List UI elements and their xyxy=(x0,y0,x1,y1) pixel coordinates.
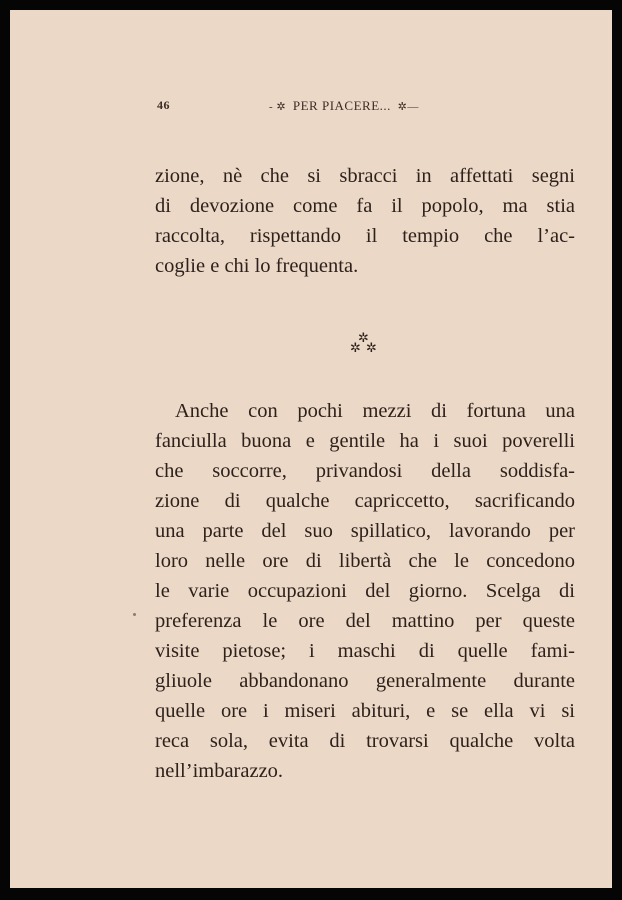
running-header xyxy=(10,98,612,118)
header-ornament-left: - ✲ xyxy=(269,101,287,113)
page-number: 46 xyxy=(157,98,170,112)
section-asterism xyxy=(344,330,384,360)
text-line: Anche con pochi mezzi di fortuna una xyxy=(175,400,575,422)
text-line: le varie occupazioni del giorno. Scelga di xyxy=(155,580,575,602)
text-line: raccolta, rispettando il tempio che l’ac- xyxy=(155,225,575,247)
text-line: fanciulla buona e gentile ha i suoi poverelli xyxy=(155,430,575,452)
asterisk-icon: ✲ xyxy=(366,341,377,356)
text-line: una parte del suo spillatico, lavorando per xyxy=(155,520,575,542)
margin-mark xyxy=(133,613,136,616)
running-title xyxy=(266,98,422,114)
text-line: zione di qualche capriccetto, sacrificando xyxy=(155,490,575,512)
header-ornament-right: ✲— xyxy=(397,101,419,113)
book-title: PER PIACERE... xyxy=(292,98,391,113)
text-line: che soccorre, privandosi della soddisfa- xyxy=(155,460,575,482)
text-line: quelle ore i miseri abituri, e se ella vi si xyxy=(155,700,575,722)
book-page xyxy=(10,10,612,888)
text-line: reca sola, evita di trovarsi qualche volta xyxy=(155,730,575,752)
text-line: coglie e chi lo frequenta. xyxy=(155,255,359,277)
text-line: preferenza le ore del mattino per queste xyxy=(155,610,575,632)
text-line: visite pietose; i maschi di quelle fami- xyxy=(155,640,575,662)
text-line: nell’imbarazzo. xyxy=(155,760,284,782)
asterisk-icon: ✲ xyxy=(350,341,361,356)
paragraph-continuation xyxy=(155,161,575,281)
text-line: gliuole abbandonano generalmente durante xyxy=(155,670,575,692)
text-line: di devozione come fa il popolo, ma stia xyxy=(155,195,575,217)
text-line: loro nelle ore di libertà che le concedono xyxy=(155,550,575,572)
text-line: zione, nè che si sbracci in affettati segni xyxy=(155,165,575,187)
asterisk-icon: ✲ xyxy=(358,331,369,346)
paragraph-main xyxy=(155,396,575,786)
